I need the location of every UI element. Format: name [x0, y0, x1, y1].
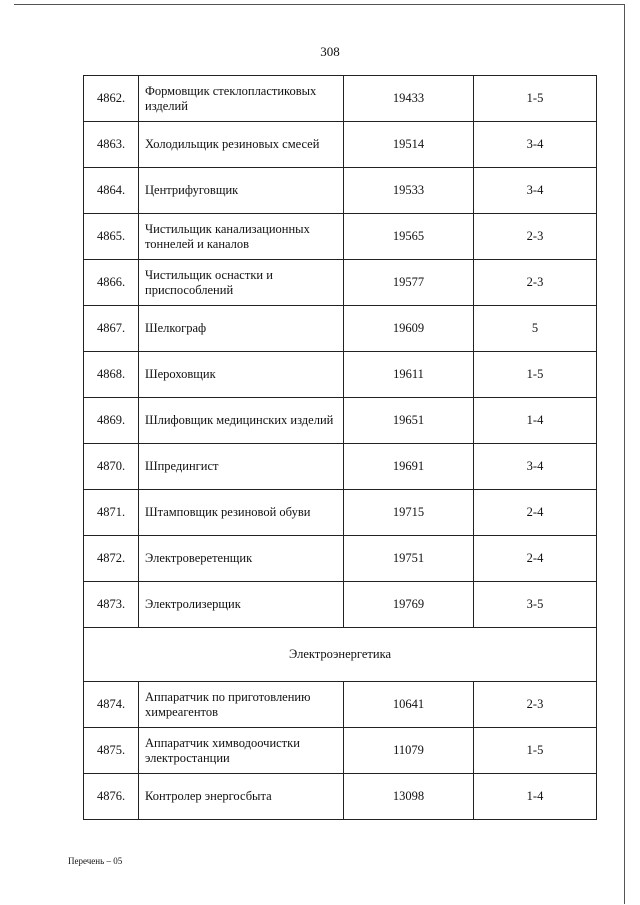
table-row [84, 168, 597, 214]
table-row [84, 682, 597, 728]
profession-code: 19651 [344, 398, 474, 444]
table-row [84, 536, 597, 582]
profession-code: 19565 [344, 214, 474, 260]
page-border-right [624, 4, 625, 904]
profession-code: 19611 [344, 352, 474, 398]
row-number: 4873. [84, 582, 139, 628]
page-number: 308 [320, 44, 340, 59]
profession-name: Штамповщик резиновой обуви [139, 490, 344, 536]
row-number: 4869. [84, 398, 139, 444]
profession-name: Электролизерщик [139, 582, 344, 628]
profession-code: 19433 [344, 76, 474, 122]
profession-code: 19577 [344, 260, 474, 306]
grade-range: 2-3 [474, 214, 597, 260]
grade-range: 1-5 [474, 728, 597, 774]
profession-name: Шероховщик [139, 352, 344, 398]
profession-name: Электроверетенщик [139, 536, 344, 582]
table-row [84, 582, 597, 628]
row-number: 4876. [84, 774, 139, 820]
grade-range: 3-5 [474, 582, 597, 628]
grade-range: 3-4 [474, 168, 597, 214]
row-number: 4863. [84, 122, 139, 168]
profession-code: 19609 [344, 306, 474, 352]
profession-name: Шпредингист [139, 444, 344, 490]
grade-range: 2-3 [474, 260, 597, 306]
table-row [84, 76, 597, 122]
table-row [84, 306, 597, 352]
profession-name: Контролер энергосбыта [139, 774, 344, 820]
profession-code: 19751 [344, 536, 474, 582]
grade-range: 1-5 [474, 76, 597, 122]
profession-name: Центрифуговщик [139, 168, 344, 214]
profession-code: 11079 [344, 728, 474, 774]
page-border-top [14, 4, 624, 5]
grade-range: 3-4 [474, 122, 597, 168]
profession-code: 19514 [344, 122, 474, 168]
profession-code: 19715 [344, 490, 474, 536]
profession-code: 19691 [344, 444, 474, 490]
profession-name: Аппаратчик химводоочистки электростанции [139, 728, 344, 774]
grade-range: 5 [474, 306, 597, 352]
row-number: 4875. [84, 728, 139, 774]
profession-code: 10641 [344, 682, 474, 728]
table-row [84, 490, 597, 536]
profession-code: 19533 [344, 168, 474, 214]
table-row [84, 260, 597, 306]
table-row [84, 728, 597, 774]
profession-name: Шелкограф [139, 306, 344, 352]
section-header-row [84, 628, 597, 682]
grade-range: 1-4 [474, 774, 597, 820]
profession-name: Холодильщик резиновых смесей [139, 122, 344, 168]
grade-range: 2-4 [474, 536, 597, 582]
table-row [84, 214, 597, 260]
section-title: Электроэнергетика [84, 628, 597, 682]
grade-range: 2-4 [474, 490, 597, 536]
profession-code: 19769 [344, 582, 474, 628]
row-number: 4862. [84, 76, 139, 122]
profession-code: 13098 [344, 774, 474, 820]
table-row [84, 444, 597, 490]
table-row [84, 122, 597, 168]
table-row [84, 774, 597, 820]
row-number: 4872. [84, 536, 139, 582]
row-number: 4870. [84, 444, 139, 490]
row-number: 4874. [84, 682, 139, 728]
row-number: 4866. [84, 260, 139, 306]
grade-range: 1-5 [474, 352, 597, 398]
table-row [84, 352, 597, 398]
row-number: 4865. [84, 214, 139, 260]
table-row [84, 398, 597, 444]
profession-name: Чистильщик канализационных тоннелей и каналов [139, 214, 344, 260]
grade-range: 3-4 [474, 444, 597, 490]
profession-name: Формовщик стеклопластиковых изделий [139, 76, 344, 122]
profession-name: Аппаратчик по приготовлению химреагентов [139, 682, 344, 728]
row-number: 4871. [84, 490, 139, 536]
grade-range: 2-3 [474, 682, 597, 728]
profession-name: Шлифовщик медицинских изделий [139, 398, 344, 444]
profession-name: Чистильщик оснастки и приспособлений [139, 260, 344, 306]
footer-note: Перечень – 05 [68, 856, 123, 866]
row-number: 4867. [84, 306, 139, 352]
professions-table [83, 75, 597, 820]
grade-range: 1-4 [474, 398, 597, 444]
professions-table-body [84, 76, 597, 820]
row-number: 4864. [84, 168, 139, 214]
row-number: 4868. [84, 352, 139, 398]
